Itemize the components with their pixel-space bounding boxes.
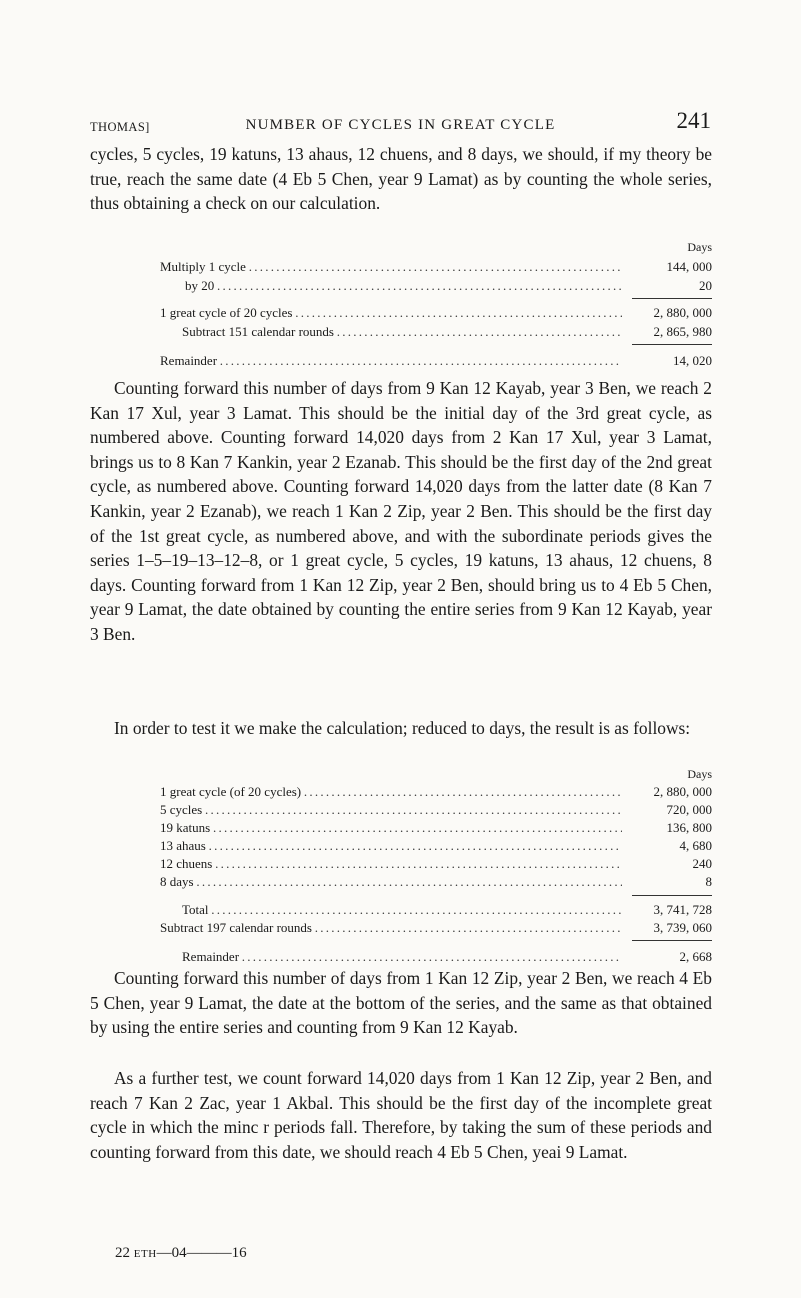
row-label: by 20 . . .: [185, 277, 622, 295]
row-value: 2, 880, 000: [653, 784, 712, 799]
table1-col-head: Days: [687, 240, 712, 254]
table-row: [160, 948, 712, 966]
running-header: [90, 108, 711, 140]
header-author: THOMAS]: [90, 120, 150, 134]
table-row: [160, 837, 712, 855]
table-row: [160, 352, 712, 370]
sum-rule: [632, 298, 712, 299]
row-value: 2, 865, 980: [653, 324, 712, 339]
table-row: [160, 901, 712, 919]
row-label: 5 cycles . . .: [160, 801, 622, 819]
row-label: Subtract 197 calendar rounds . . .: [160, 919, 622, 937]
signature-abbr: eth: [133, 1245, 157, 1261]
paragraph-2: Counting forward this number of days from 9 Kan 12 Kayab, year 3 Ben, we reach 2 Kan 17 Xul, year 3 Lamat. This should be the initial day of the 3rd great cycle, as numbered above. Counting forward 14,020 days from 2 Kan 17 Xul, year 3 Lamat, brings us to 8 Kan 7 Kankin, year 2 Ezanab. This should be the first day of the 2nd great cycle, as numbered above. Counting forward 14,020 days from the latter date (8 Kan 7 Kankin, year 2 Ezanab), we reach 1 Kan 2 Zip, year 2 Ben. This should be the first day of the 1st great cycle, as numbered above, and with the subordinate periods gives the series 1–5–19–13–12–8, or 1 great cycle, 5 cycles, 19 katuns, 13 ahaus, 12 chuens, 8 days. Counting forward from 1 Kan 12 Zip, year 2 Ben, should bring us to 4 Eb 5 Chen, year 9 Lamat, the date obtained by counting the entire series from 9 Kan 12 Kayab, year 3 Ben.: [90, 378, 712, 644]
header-title: NUMBER OF CYCLES IN GREAT CYCLE: [245, 117, 556, 133]
table-row: [160, 819, 712, 837]
page-number: 241: [676, 108, 711, 133]
row-label: Total . . .: [182, 901, 622, 919]
row-label: Remainder . . .: [182, 948, 622, 966]
signature-mark: [115, 1245, 247, 1262]
paragraph-4: Counting forward this number of days from 1 Kan 12 Zip, year 2 Ben, we reach 4 Eb 5 Chen, year 9 Lamat, the date at the bottom of the series, and the same as that obtained by using the entire series and counting from 9 Kan 12 Kayab.: [90, 968, 712, 1038]
row-label: Multiply 1 cycle . . .: [160, 258, 622, 276]
row-value: 2, 668: [679, 949, 712, 964]
row-value: 144, 000: [666, 259, 712, 274]
row-value: 136, 800: [666, 820, 712, 835]
row-value: 240: [692, 856, 712, 871]
row-label: 13 ahaus . . .: [160, 837, 622, 855]
table-row: [160, 801, 712, 819]
table-row: [160, 855, 712, 873]
sum-rule: [632, 895, 712, 896]
row-value: 4, 680: [679, 838, 712, 853]
table-row: [160, 323, 712, 341]
row-value: 720, 000: [666, 802, 712, 817]
row-label: Remainder . . .: [160, 352, 622, 370]
paragraph-1: cycles, 5 cycles, 19 katuns, 13 ahaus, 12 chuens, and 8 days, we should, if my theory be true, reach the same date (4 Eb 5 Chen, year 9 Lamat) as by counting the whole series, thus obtaining a check on our calculation.: [90, 144, 712, 214]
table-row: [160, 783, 712, 801]
row-value: 3, 739, 060: [653, 920, 712, 935]
table-row: [160, 304, 712, 322]
table-row: [160, 277, 712, 295]
signature-rest: —04———16: [156, 1245, 247, 1261]
table2-col-head: Days: [687, 767, 712, 781]
row-value: 20: [699, 278, 712, 293]
signature-num: 22: [115, 1245, 130, 1261]
row-label: 12 chuens . . .: [160, 855, 622, 873]
row-value: 14, 020: [673, 353, 712, 368]
sum-rule: [632, 344, 712, 345]
row-label: 8 days . . .: [160, 873, 622, 891]
paragraph-3: In order to test it we make the calculation; reduced to days, the result is as follows:: [114, 718, 691, 738]
row-label: 1 great cycle (of 20 cycles) . . .: [160, 783, 622, 801]
row-label: Subtract 151 calendar rounds . . .: [182, 323, 622, 341]
row-value: 8: [705, 874, 712, 889]
row-value: 2, 880, 000: [653, 305, 712, 320]
row-value: 3, 741, 728: [653, 902, 712, 917]
table-row: [160, 258, 712, 276]
sum-rule: [632, 940, 712, 941]
row-label: 19 katuns . . .: [160, 819, 622, 837]
table-row: [160, 919, 712, 937]
paragraph-5: As a further test, we count forward 14,020 days from 1 Kan 12 Zip, year 2 Ben, and reach 7 Kan 2 Zac, year 1 Akbal. This should be the first day of the incomplete great cycle in which the minc r periods fall. Therefore, by taking the sum of these periods and counting forward from this date, we should reach 4 Eb 5 Chen, yeai 9 Lamat.: [90, 1068, 712, 1162]
row-label: 1 great cycle of 20 cycles . . .: [160, 304, 622, 322]
table-row: [160, 873, 712, 891]
